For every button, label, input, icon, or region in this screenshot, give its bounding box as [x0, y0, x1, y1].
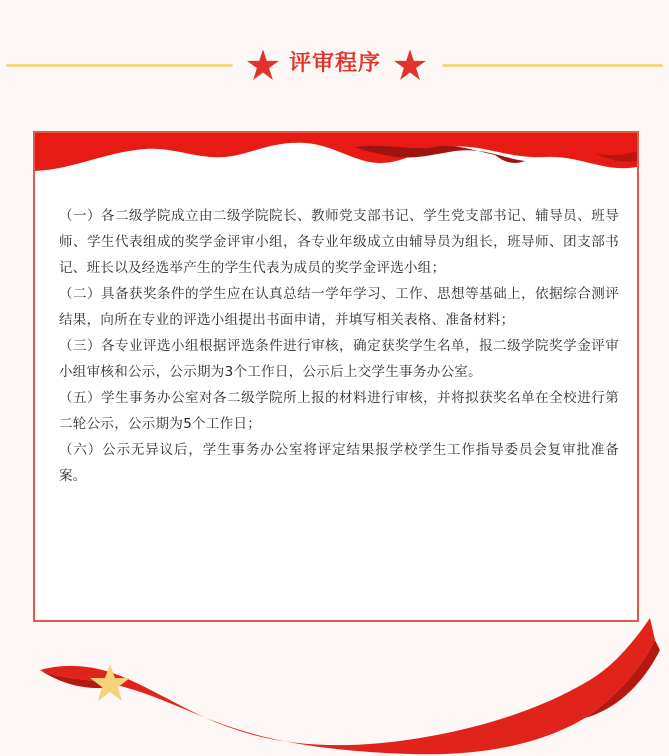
header-divider-right — [442, 64, 663, 67]
paragraph-4: （五）学生事务办公室对各二级学院所上报的材料进行审核，并将拟获奖名单在全校进行第二轮公示，公示期为5个工作日； — [59, 390, 619, 432]
star-icon — [246, 48, 280, 82]
page-title: 评审程序 — [288, 51, 381, 76]
red-banner-wave — [35, 133, 637, 183]
paragraph-1: （一）各二级学院成立由二级学院院长、教师党支部书记、学生党支部书记、辅导员、班导师、学生代表组成的奖学金评审小组，各专业年级成立由辅导员为组长，班导师、团支部书记、班长以及经选举产生的学生代表为成员的奖学金评选小组； — [59, 208, 619, 276]
content-body — [59, 203, 619, 489]
paragraph-5: （六）公示无异议后，学生事务办公室将评定结果报学校学生工作指导委员会复审批准备案。 — [59, 442, 619, 484]
section-header — [0, 40, 669, 94]
header-divider-left — [6, 64, 233, 67]
paragraph-2: （二）具备获奖条件的学生应在认真总结一学年学习、工作、思想等基础上，依据综合测评结果，向所在专业的评选小组提出书面申请，并填写相关表格、准备材料； — [59, 286, 619, 328]
paragraph-3: （三）各专业评选小组根据评选条件进行审核，确定获奖学生名单，报二级学院奖学金评审小组审核和公示，公示期为3个工作日，公示后上交学生事务办公室。 — [59, 338, 619, 380]
red-ribbon-decoration — [0, 610, 669, 756]
content-card — [33, 131, 639, 622]
star-icon — [393, 48, 427, 82]
